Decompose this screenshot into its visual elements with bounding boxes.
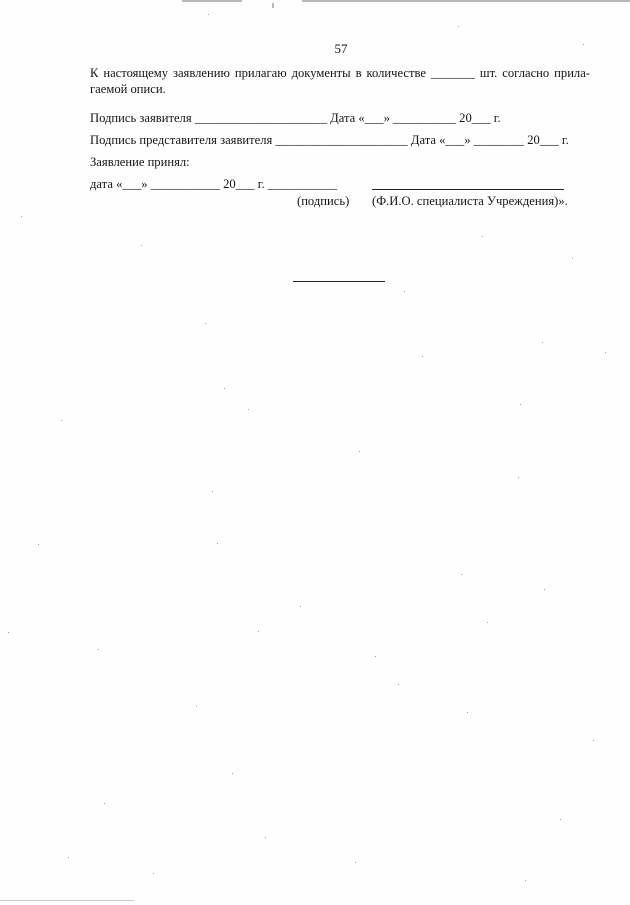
scan-speck — [398, 684, 399, 685]
applicant-signature-line: Подпись заявителя _____________________ Дата «___» __________ 20___ г. — [90, 111, 501, 125]
scan-speck — [404, 291, 405, 292]
scan-speck — [141, 245, 142, 246]
attached-documents-paragraph — [90, 65, 590, 97]
scan-speck — [232, 773, 233, 774]
scan-speck — [217, 543, 218, 544]
scan-speck — [258, 631, 259, 632]
paragraph-line-1: К настоящему заявлению прилагаю документы в количестве _______ шт. согласно прила- — [90, 66, 590, 80]
scan-speck — [560, 819, 561, 820]
scan-speck — [482, 236, 483, 237]
scan-speck — [8, 632, 9, 633]
scan-speck — [248, 409, 249, 410]
scan-speck — [196, 706, 197, 707]
page-number: 57 — [334, 41, 348, 56]
scan-speck — [542, 342, 543, 343]
scan-speck — [21, 216, 22, 217]
scan-speck — [224, 388, 225, 389]
scan-speck — [461, 574, 462, 575]
fio-caption: (Ф.И.О. специалиста Учреждения)». — [372, 194, 568, 208]
scan-speck — [544, 589, 545, 590]
fio-blank-line — [372, 189, 564, 190]
scan-bottom-edge — [0, 900, 134, 901]
scan-speck — [525, 880, 526, 881]
end-of-document-rule — [293, 281, 385, 282]
scan-speck — [355, 862, 356, 863]
scan-speck — [212, 491, 213, 492]
scan-speck — [104, 803, 105, 804]
scan-speck — [422, 356, 423, 357]
scan-speck — [265, 837, 266, 838]
scan-speck — [208, 14, 209, 15]
scan-speck — [593, 740, 594, 741]
scan-artifact-mark — [272, 3, 274, 8]
scan-speck — [518, 477, 519, 478]
scan-speck — [487, 622, 488, 623]
scan-speck — [205, 323, 206, 324]
scan-speck — [572, 258, 573, 259]
representative-signature-line: Подпись представителя заявителя _____________________ Дата «___» ________ 20___ г. — [90, 133, 569, 147]
scan-speck — [458, 26, 459, 27]
scan-speck — [38, 544, 39, 545]
scan-speck — [98, 649, 99, 650]
scan-speck — [68, 857, 69, 858]
scan-speck — [61, 420, 62, 421]
scan-speck — [520, 404, 521, 405]
scan-artifact-top-right — [302, 0, 630, 2]
scan-speck — [605, 352, 606, 353]
acceptance-date-line: дата «___» ___________ 20___ г. ___________ — [90, 177, 338, 191]
paragraph-line-2: гаемой описи. — [90, 82, 166, 96]
scan-speck — [300, 606, 301, 607]
scan-artifact-top — [182, 0, 242, 2]
application-accepted-label: Заявление принял: — [90, 155, 190, 169]
scan-speck — [375, 656, 376, 657]
scan-speck — [153, 873, 154, 874]
scan-speck — [359, 451, 360, 452]
signature-caption: (подпись) — [297, 194, 350, 208]
scan-speck — [467, 712, 468, 713]
